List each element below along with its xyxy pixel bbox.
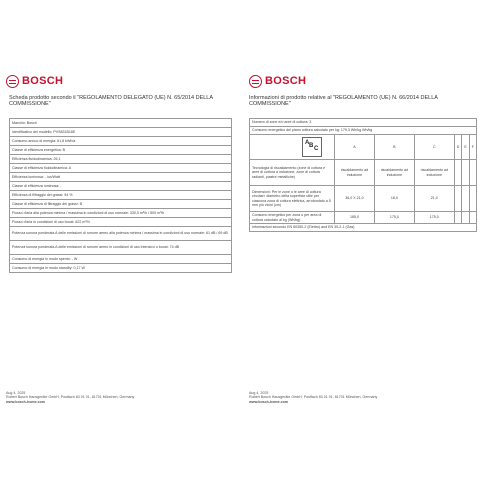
energy-label-cell <box>250 135 335 160</box>
row-label: Dimensioni: Per le zone o le aree di cottura circolari: diametro della superficie utile per ciascuna zona di cottura elettrica, arrotondato a 5 mm più vicini (cm) <box>250 186 335 212</box>
table-cell: Consumo di energia in modo spento: - W <box>10 255 232 264</box>
left-product-table <box>9 118 232 273</box>
table-cell: Classe di efficienza fluidodinamica: A <box>10 164 232 173</box>
column-header: E <box>462 135 469 160</box>
right-footer <box>249 391 377 404</box>
table-cell <box>469 212 476 224</box>
table-cell: Efficienza fluidodinamica: 26,1 <box>10 155 232 164</box>
column-header: C <box>414 135 454 160</box>
table-cell: riscaldamento ad induzione <box>374 160 414 186</box>
left-page-title: Scheda prodotto secondo il "REGOLAMENTO DELEGATO (UE) N. 65/2014 DELLA COMMISSIONE" <box>9 95 213 108</box>
left-footer <box>6 391 134 404</box>
footer-url[interactable]: www.bosch-home.com <box>249 399 289 404</box>
brand-name: BOSCH <box>265 75 307 87</box>
energy-letter: B <box>309 143 314 149</box>
column-header: A <box>335 135 375 160</box>
bosch-logo <box>6 73 63 89</box>
table-cell: 175,0 <box>414 212 454 224</box>
product-sheet-left <box>6 0 231 481</box>
table-cell: riscaldamento ad induzione <box>335 160 375 186</box>
footer-company: Robert Bosch Hausgeräte GmbH, Postfach 83 01 01, 81701 München, Germany <box>249 395 378 400</box>
right-page-title: Informazioni di prodotto relative al "REGOLAMENTO (UE) N. 66/2014 DELLA COMMISSIONE" <box>249 95 438 108</box>
bosch-emblem-icon <box>6 75 19 88</box>
table-cell: 36,0 X 21,0 <box>335 186 375 212</box>
table-cell <box>469 160 476 186</box>
product-sheet-right <box>249 0 474 481</box>
table-cell: Flusso d'aria alla potenza minima / massima in condizioni di uso normale: 330,0 m³/h / 500 m³/h <box>10 209 232 218</box>
table-cell: Numero di zone e/o aree di cottura: 3 <box>250 119 477 127</box>
table-cell: 18,0 <box>374 186 414 212</box>
table-cell: Marchio: Bosch <box>10 119 232 128</box>
table-cell: 21,0 <box>414 186 454 212</box>
row-label: Tecnologia di riscaldamento (zone di cottura e aree di cottura a induzione, zone di cottura radianti, piastre metalliche) <box>250 160 335 186</box>
column-header: B <box>374 135 414 160</box>
footer-date: Aug 4, 2025 <box>6 391 26 395</box>
bosch-emblem-icon <box>249 75 262 88</box>
table-cell <box>454 186 462 212</box>
table-cell: 175,0 <box>374 212 414 224</box>
energy-label-icon <box>302 137 322 157</box>
bosch-logo <box>249 73 306 89</box>
table-cell: Informazioni secondo EN 60350-2 (Elettro) and EN 30-2-1 (Gas) <box>250 224 477 232</box>
table-cell: 185,0 <box>335 212 375 224</box>
table-cell: Classe di efficienza luminosa: - <box>10 182 232 191</box>
table-cell: Classe di efficienza energetica: B <box>10 146 232 155</box>
energy-letter: C <box>314 146 319 152</box>
column-header: D <box>454 135 462 160</box>
table-cell: Consumo energetico del piano cottura calcolato per kg: 179,3 Wh/kg Wh/kg <box>250 127 477 135</box>
table-cell <box>462 160 469 186</box>
table-cell: Consumo annuo di energia: 61,8 kWh/a <box>10 137 232 146</box>
table-cell: Efficienza luminosa: - lux/Watt <box>10 173 232 182</box>
table-cell: Efficienza di filtraggio dei grassi: 94 % <box>10 191 232 200</box>
table-cell: Identificativo del modello: PVS831B16E <box>10 128 232 137</box>
right-product-table <box>249 118 477 232</box>
table-cell: Potenza sonora ponderata A delle emissioni di rumore aereo alla potenza minima / massima in condizioni di uso normale: 61 dB / 69 dB <box>10 227 232 241</box>
row-label: Consumo energetico per zona o per area di cottura calcolato al kg (Wh/kg) <box>250 212 335 224</box>
table-cell: Potenza sonora ponderata A delle emissioni di rumore aereo in condizioni di uso intensivo o boost: 74 dB <box>10 241 232 255</box>
footer-company: Robert Bosch Hausgeräte GmbH, Postfach 83 01 01, 81701 München, Germany <box>6 395 135 400</box>
table-cell: Flusso d'aria in condizioni di uso boost: 622 m³/h <box>10 218 232 227</box>
column-header: F <box>469 135 476 160</box>
brand-name: BOSCH <box>22 75 64 87</box>
footer-url[interactable]: www.bosch-home.com <box>6 399 46 404</box>
table-cell: Classe di efficienza di filtraggio dei grassi: B <box>10 200 232 209</box>
table-cell <box>454 212 462 224</box>
table-cell <box>462 212 469 224</box>
table-cell <box>462 186 469 212</box>
table-cell: Consumo di energia in modo standby: 0,17 W <box>10 264 232 273</box>
table-cell <box>469 186 476 212</box>
energy-letter: A <box>305 140 310 146</box>
table-cell <box>454 160 462 186</box>
table-cell: riscaldamento ad induzione <box>414 160 454 186</box>
footer-date: Aug 4, 2025 <box>249 391 269 395</box>
